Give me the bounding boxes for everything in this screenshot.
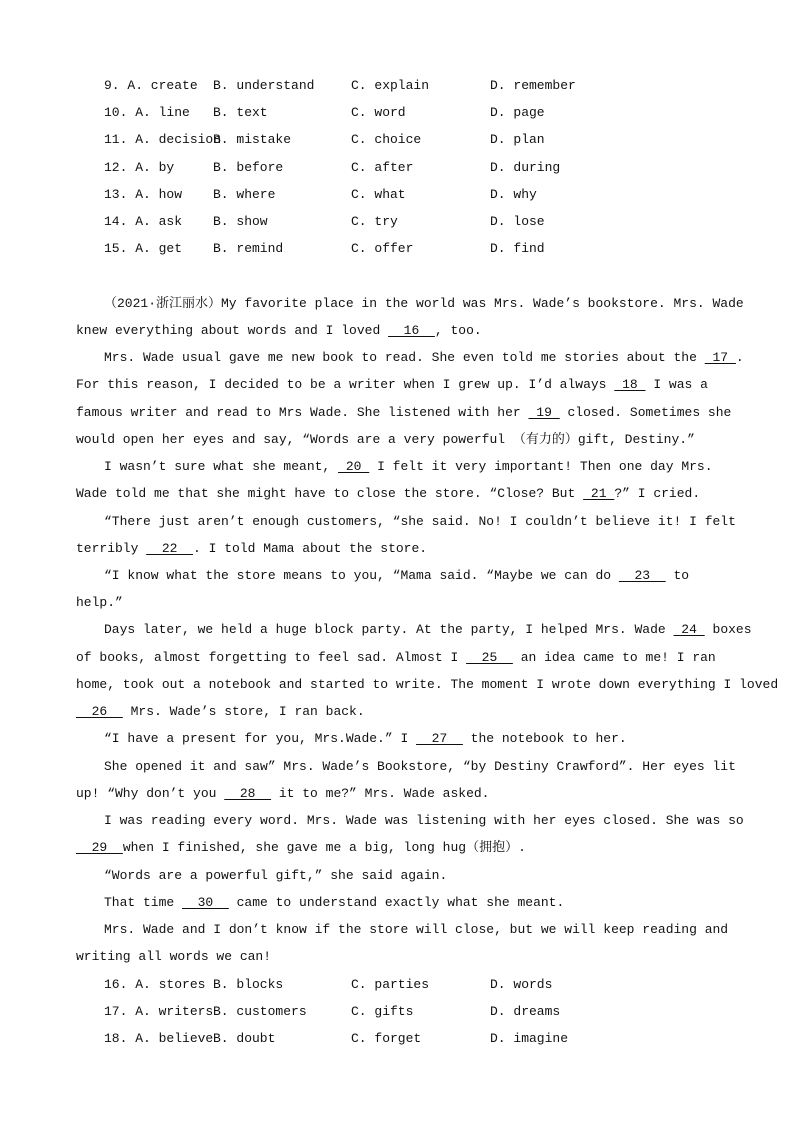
option-b: B. understand — [213, 78, 315, 93]
option-d: D. imagine — [490, 1031, 569, 1046]
passage-line: Days later, we held a huge block party. At the party, I helped Mrs. Wade 24 boxes — [104, 622, 752, 637]
option-a: 18. A. believe — [104, 1031, 214, 1046]
blank-24: 24 — [673, 622, 705, 637]
option-a: 11. A. decision — [104, 132, 222, 147]
passage-line: knew everything about words and I loved 16 , too. — [76, 323, 482, 338]
passage-line: I wasn’t sure what she meant, 20 I felt it very important! Then one day Mrs. — [104, 459, 713, 474]
passage-line: would open her eyes and say, “Words are a very powerful （有力的）gift, Destiny.” — [76, 432, 695, 447]
option-c: C. offer — [351, 241, 414, 256]
passage-line: Mrs. Wade usual gave me new book to read. She even told me stories about the 17 . — [104, 350, 744, 365]
option-d: D. words — [490, 977, 553, 992]
option-b: B. blocks — [213, 977, 284, 992]
option-c: C. gifts — [351, 1004, 414, 1019]
option-c: C. forget — [351, 1031, 422, 1046]
passage-line: “Words are a powerful gift,” she said again. — [104, 868, 448, 883]
option-d: D. plan — [490, 132, 545, 147]
passage-line: 26 Mrs. Wade’s store, I ran back. — [76, 704, 365, 719]
passage-line: Wade told me that she might have to close the store. “Close? But 21 ?” I cried. — [76, 486, 701, 501]
passage-line: writing all words we can! — [76, 949, 272, 964]
blank-17: 17 — [704, 350, 736, 365]
option-d: D. page — [490, 105, 545, 120]
blank-22: 22 — [146, 541, 194, 556]
passage-line: 29 when I finished, she gave me a big, long hug（拥抱）. — [76, 840, 526, 855]
option-d: D. during — [490, 160, 561, 175]
passage-line: help.” — [76, 595, 123, 610]
option-b: B. customers — [213, 1004, 307, 1019]
blank-16: 16 — [388, 323, 435, 338]
option-b: B. mistake — [213, 132, 292, 147]
option-b: B. before — [213, 160, 284, 175]
passage-line: of books, almost forgetting to feel sad. Almost I 25 an idea came to me! I ran — [76, 650, 716, 665]
option-d: D. dreams — [490, 1004, 561, 1019]
option-b: B. show — [213, 214, 268, 229]
option-c: C. what — [351, 187, 406, 202]
blank-27: 27 — [416, 731, 463, 746]
passage-line: famous writer and read to Mrs Wade. She listened with her 19 closed. Sometimes she — [76, 405, 732, 420]
option-b: B. where — [213, 187, 276, 202]
option-d: D. why — [490, 187, 537, 202]
blank-19: 19 — [528, 405, 560, 420]
blank-25: 25 — [466, 650, 513, 665]
passage-line: “There just aren’t enough customers, “she said. No! I couldn’t believe it! I felt — [104, 514, 736, 529]
option-a: 15. A. get — [104, 241, 183, 256]
blank-21: 21 — [583, 486, 615, 501]
option-d: D. remember — [490, 78, 576, 93]
option-a: 9. A. create — [104, 78, 198, 93]
option-c: C. explain — [351, 78, 430, 93]
passage-line: terribly 22 . I told Mama about the store. — [76, 541, 428, 556]
option-a: 16. A. stores — [104, 977, 206, 992]
option-c: C. after — [351, 160, 414, 175]
passage-line: Mrs. Wade and I don’t know if the store will close, but we will keep reading and — [104, 922, 729, 937]
option-a: 13. A. how — [104, 187, 183, 202]
passage-line: That time 30 came to understand exactly what she meant. — [104, 895, 565, 910]
passage-line: （2021·浙江丽水）My favorite place in the world was Mrs. Wade’s bookstore. Mrs. Wade — [104, 296, 744, 311]
option-a: 10. A. line — [104, 105, 190, 120]
passage-line: For this reason, I decided to be a writer when I grew up. I’d always 18 I was a — [76, 377, 708, 392]
blank-28: 28 — [224, 786, 272, 801]
blank-23: 23 — [618, 568, 666, 583]
option-b: B. text — [213, 105, 268, 120]
option-a: 17. A. writers — [104, 1004, 214, 1019]
passage-line: I was reading every word. Mrs. Wade was listening with her eyes closed. She was so — [104, 813, 744, 828]
passage-line: She opened it and saw” Mrs. Wade’s Bookstore, “by Destiny Crawford”. Her eyes lit — [104, 759, 736, 774]
blank-20: 20 — [338, 459, 370, 474]
passage-line: home, took out a notebook and started to write. The moment I wrote down everything I loved — [76, 677, 779, 692]
blank-18: 18 — [614, 377, 646, 392]
passage-line: up! “Why don’t you 28 it to me?” Mrs. Wade asked. — [76, 786, 490, 801]
passage-line: “I know what the store means to you, “Mama said. “Maybe we can do 23 to — [104, 568, 690, 583]
option-d: D. find — [490, 241, 545, 256]
option-a: 12. A. by — [104, 160, 175, 175]
blank-30: 30 — [182, 895, 229, 910]
option-d: D. lose — [490, 214, 545, 229]
option-b: B. doubt — [213, 1031, 276, 1046]
option-c: C. parties — [351, 977, 430, 992]
option-c: C. try — [351, 214, 398, 229]
option-c: C. word — [351, 105, 406, 120]
blank-29: 29 — [76, 840, 123, 855]
option-b: B. remind — [213, 241, 284, 256]
option-a: 14. A. ask — [104, 214, 183, 229]
option-c: C. choice — [351, 132, 422, 147]
passage-line: “I have a present for you, Mrs.Wade.” I 27 the notebook to her. — [104, 731, 627, 746]
blank-26: 26 — [76, 704, 123, 719]
